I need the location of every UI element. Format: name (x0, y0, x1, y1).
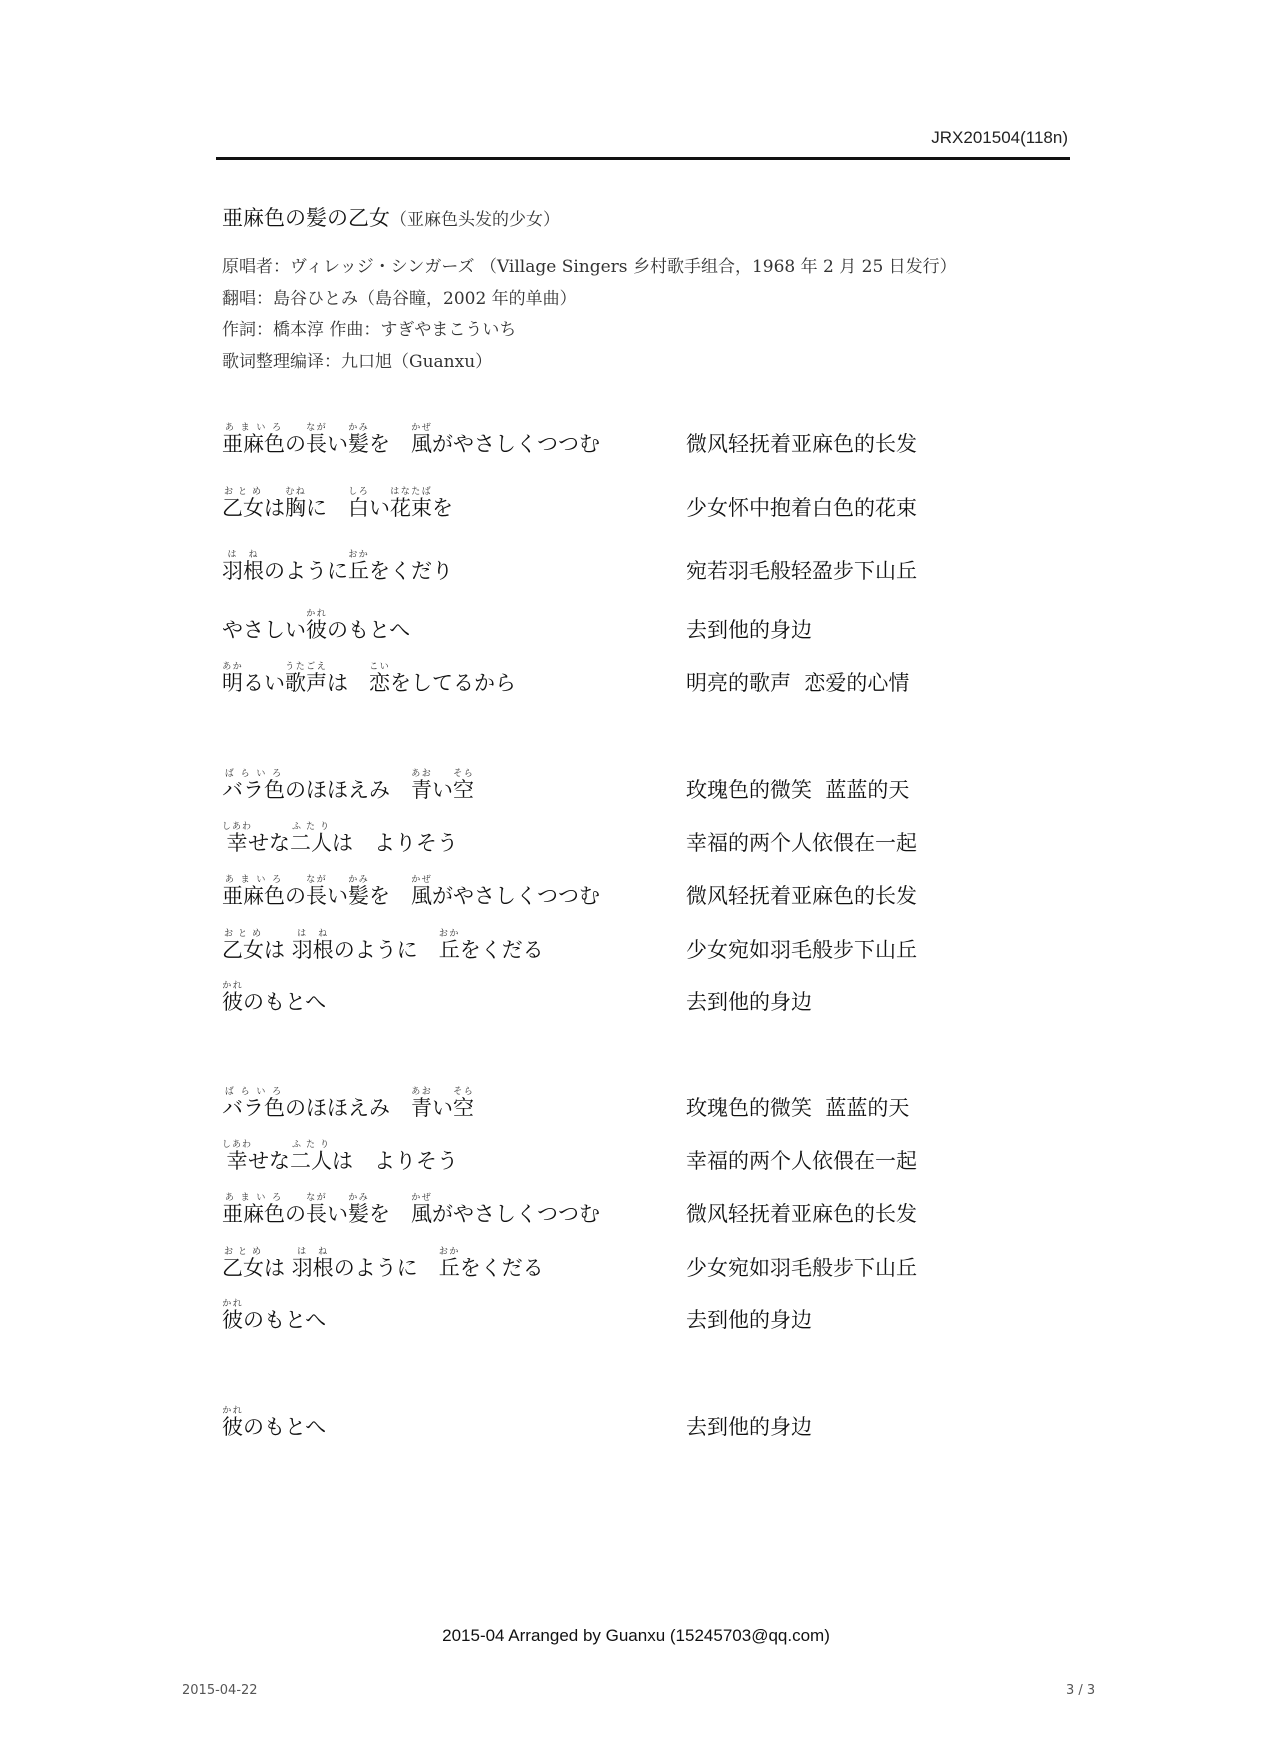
kanji-with-furigana (411, 1193, 432, 1226)
furigana: ばらいろ (222, 769, 285, 779)
kanji: 羽根 (222, 559, 264, 583)
furigana: しあわ (222, 822, 253, 832)
kana: を (432, 496, 453, 520)
lyric-japanese (222, 662, 516, 697)
furigana: おか (348, 550, 369, 560)
kanji: 亜麻色 (222, 1202, 285, 1226)
furigana: こい (369, 662, 390, 672)
furigana: はね (291, 929, 334, 939)
kanji: 白 (348, 496, 369, 520)
lyric-line (222, 764, 1022, 804)
kanji: 羽根 (291, 938, 334, 962)
kana: のように (264, 559, 348, 583)
kanji: 丘 (438, 938, 460, 962)
lyric-japanese (222, 487, 453, 522)
furigana: かれ (222, 981, 243, 991)
lyric-chinese: 去到他的身边 (686, 990, 812, 1014)
furigana: ふたり (290, 1140, 332, 1150)
kanji-with-furigana (411, 875, 432, 908)
kanji: 彼 (222, 1308, 243, 1332)
kanji-with-furigana (222, 1193, 285, 1226)
kana: は (264, 938, 292, 962)
lyric-chinese: 去到他的身边 (686, 1308, 812, 1332)
kana: のもとへ (243, 990, 327, 1014)
furigana: はなたば (390, 487, 432, 497)
kana: をくだる (459, 1256, 544, 1280)
lyric-chinese: 去到他的身边 (686, 618, 812, 642)
kanji-with-furigana (285, 662, 327, 695)
kana: のように (333, 938, 439, 962)
furigana: かみ (348, 875, 369, 885)
kanji-with-furigana (291, 929, 334, 962)
lyric-chinese: 少女宛如羽毛般步下山丘 (686, 938, 917, 962)
kanji: 胸 (285, 496, 306, 520)
furigana: ふたり (290, 822, 332, 832)
lyric-line (222, 1294, 1022, 1334)
kanji: 歌声 (285, 671, 327, 695)
kana: い (327, 884, 348, 908)
kanji: 彼 (222, 990, 243, 1014)
kanji-with-furigana (222, 1299, 243, 1332)
furigana: そら (453, 1087, 474, 1097)
kanji: 花束 (390, 496, 432, 520)
kana: のように (333, 1256, 439, 1280)
lyric-chinese: 去到他的身边 (686, 1415, 812, 1439)
kanji: 空 (453, 1096, 474, 1120)
kana: い (369, 496, 390, 520)
kanji: 髪 (348, 884, 369, 908)
furigana: おか (438, 1247, 460, 1257)
lyric-line (222, 1082, 1022, 1122)
kanji: 丘 (438, 1256, 460, 1280)
kanji-with-furigana (222, 1087, 285, 1120)
lyric-japanese (222, 1087, 474, 1122)
furigana: しあわ (222, 1140, 253, 1150)
kanji: 羽根 (291, 1256, 334, 1280)
kanji-with-furigana (285, 487, 306, 520)
lyric-japanese (222, 875, 600, 910)
kanji: 幸 (222, 1149, 252, 1173)
furigana: しろ (348, 487, 369, 497)
kanji-with-furigana (348, 487, 369, 520)
kana: は (264, 496, 285, 520)
kanji: 髪 (348, 1202, 369, 1226)
kanji-with-furigana (348, 423, 369, 456)
lyric-japanese (222, 822, 458, 857)
kana: がやさしくつつむ (432, 884, 600, 908)
kanji-with-furigana (411, 769, 432, 802)
kanji: 丘 (348, 559, 369, 583)
kanji-with-furigana (222, 875, 285, 908)
kanji-with-furigana (306, 609, 327, 642)
kana: のもとへ (327, 618, 411, 642)
kana: がやさしくつつむ (432, 1202, 600, 1226)
furigana: おとめ (222, 487, 264, 497)
kanji-with-furigana (348, 875, 369, 908)
furigana: あか (222, 662, 243, 672)
lyric-japanese (222, 929, 544, 964)
furigana: かみ (348, 1193, 369, 1203)
furigana: おとめ (222, 929, 264, 939)
kanji: 亜麻色 (222, 432, 285, 456)
kanji: 青 (411, 1096, 432, 1120)
kana: は よりそう (332, 831, 458, 855)
kana: を (369, 1202, 411, 1226)
lyric-japanese (222, 609, 410, 644)
title-japanese: 亜麻色の髪の乙女 (222, 206, 390, 230)
header-rule (216, 157, 1070, 160)
kanji: 髪 (348, 432, 369, 456)
furigana: かれ (222, 1299, 243, 1309)
furigana: あお (411, 769, 432, 779)
kana: は よりそう (332, 1149, 458, 1173)
kana: い (432, 778, 453, 802)
kana: い (327, 1202, 348, 1226)
kana: の (285, 884, 306, 908)
kanji: 二人 (290, 1149, 332, 1173)
lyric-japanese (222, 1299, 326, 1334)
kanji: 乙女 (222, 938, 264, 962)
lyric-chinese: 明亮的歌声 恋爱的心情 (686, 671, 910, 695)
kanji: 彼 (306, 618, 327, 642)
kanji-with-furigana (222, 487, 264, 520)
lyric-japanese (222, 1247, 544, 1282)
kanji-with-furigana (222, 550, 264, 583)
lyric-japanese (222, 769, 474, 804)
kanji: 幸 (222, 831, 252, 855)
kanji-with-furigana (438, 1247, 460, 1280)
furigana: あまいろ (222, 1193, 285, 1203)
lyric-chinese: 微风轻抚着亚麻色的长发 (686, 1202, 917, 1226)
kana: の (285, 432, 306, 456)
lyric-japanese (222, 1406, 326, 1441)
lyric-chinese: 玫瑰色的微笑 蓝蓝的天 (686, 778, 910, 802)
furigana: おとめ (222, 1247, 264, 1257)
info-credits: 作詞：橋本淳 作曲：すぎやまこういち (222, 320, 517, 340)
kanji: 空 (453, 778, 474, 802)
furigana: はね (291, 1247, 334, 1257)
lyric-line (222, 1242, 1022, 1282)
kana: をくだり (369, 559, 453, 583)
kanji-with-furigana (222, 822, 253, 855)
furigana: ばらいろ (222, 1087, 285, 1097)
kana: に (306, 496, 348, 520)
kana: は (264, 1256, 292, 1280)
lyric-japanese (222, 981, 326, 1016)
kanji: 青 (411, 778, 432, 802)
kanji-with-furigana (438, 929, 460, 962)
kanji-with-furigana (222, 1247, 264, 1280)
furigana: かれ (222, 1406, 243, 1416)
kanji-with-furigana (369, 662, 390, 695)
kana: せな (248, 1149, 290, 1173)
furigana: かれ (306, 609, 327, 619)
furigana: そら (453, 769, 474, 779)
lyric-japanese (222, 550, 453, 585)
title-chinese: （亚麻色头发的少女） (390, 210, 560, 230)
kanji: 乙女 (222, 496, 264, 520)
furigana: あまいろ (222, 423, 285, 433)
kanji-with-furigana (411, 423, 432, 456)
lyric-line (222, 545, 1022, 585)
kanji-with-furigana (290, 822, 332, 855)
kana: せな (248, 831, 290, 855)
kanji: 恋 (369, 671, 390, 695)
kanji-with-furigana (222, 981, 243, 1014)
kanji: 風 (411, 884, 432, 908)
lyric-line (222, 1401, 1022, 1441)
info-original-singer: 原唱者：ヴィレッジ・シンガーズ （Village Singers 乡村歌手组合，1968 年 2 月 25 日发行） (222, 257, 957, 277)
lyric-line (222, 1188, 1022, 1228)
lyric-chinese: 幸福的两个人依偎在一起 (686, 831, 917, 855)
kana: やさしい (222, 618, 306, 642)
lyric-chinese: 幸福的两个人依偎在一起 (686, 1149, 917, 1173)
furigana: むね (285, 487, 306, 497)
kanji-with-furigana (390, 487, 432, 520)
lyric-chinese: 少女怀中抱着白色的花束 (686, 496, 917, 520)
footer-credit: 2015-04 Arranged by Guanxu (15245703@qq.com) (442, 1626, 830, 1645)
kanji: バラ色 (222, 778, 285, 802)
lyric-chinese: 微风轻抚着亚麻色的长发 (686, 432, 917, 456)
furigana: なが (306, 423, 327, 433)
kana: るい (243, 671, 285, 695)
kana: は (327, 671, 369, 695)
kanji: 亜麻色 (222, 884, 285, 908)
kanji: バラ色 (222, 1096, 285, 1120)
lyric-line (222, 657, 1022, 697)
kana: い (432, 1096, 453, 1120)
kanji: 乙女 (222, 1256, 264, 1280)
furigana: おか (438, 929, 460, 939)
furigana: かぜ (411, 875, 432, 885)
kanji-with-furigana (306, 1193, 327, 1226)
lyric-line (222, 1135, 1022, 1175)
furigana: なが (306, 875, 327, 885)
kanji-with-furigana (222, 1406, 243, 1439)
kanji-with-furigana (453, 1087, 474, 1120)
kana: のほほえみ (285, 778, 411, 802)
lyric-japanese (222, 423, 600, 458)
kana: を (369, 432, 411, 456)
furigana: あお (411, 1087, 432, 1097)
furigana: かぜ (411, 423, 432, 433)
lyric-japanese (222, 1140, 458, 1175)
kanji: 風 (411, 432, 432, 456)
kana: を (369, 884, 411, 908)
kanji-with-furigana (453, 769, 474, 802)
kanji-with-furigana (348, 550, 369, 583)
kanji: 長 (306, 884, 327, 908)
lyric-line (222, 604, 1022, 644)
kana: をしてるから (390, 671, 516, 695)
lyric-line (222, 924, 1022, 964)
kanji: 明 (222, 671, 243, 695)
document-code: JRX201504(118n) (931, 128, 1068, 147)
kanji-with-furigana (222, 1140, 253, 1173)
lyric-line (222, 817, 1022, 857)
kana: のもとへ (243, 1308, 327, 1332)
kanji-with-furigana (222, 423, 285, 456)
lyric-line (222, 482, 1022, 522)
furigana: なが (306, 1193, 327, 1203)
kanji-with-furigana (222, 769, 285, 802)
lyric-line (222, 870, 1022, 910)
kana: い (327, 432, 348, 456)
kana: をくだる (459, 938, 544, 962)
lyric-line (222, 976, 1022, 1016)
kanji: 二人 (290, 831, 332, 855)
kanji-with-furigana (411, 1087, 432, 1120)
kanji-with-furigana (348, 1193, 369, 1226)
lyric-japanese (222, 1193, 600, 1228)
info-arranger: 歌词整理编译：九口旭（Guanxu） (222, 352, 493, 372)
kanji: 彼 (222, 1415, 243, 1439)
page-number: 3 / 3 (1066, 1683, 1096, 1698)
kana: のもとへ (243, 1415, 327, 1439)
lyric-chinese: 少女宛如羽毛般步下山丘 (686, 1256, 917, 1280)
song-title (222, 202, 560, 232)
kanji-with-furigana (290, 1140, 332, 1173)
kanji-with-furigana (222, 662, 243, 695)
kanji-with-furigana (306, 875, 327, 908)
furigana: はね (222, 550, 264, 560)
kanji: 長 (306, 432, 327, 456)
kanji-with-furigana (306, 423, 327, 456)
furigana: うたごえ (285, 662, 327, 672)
kanji: 風 (411, 1202, 432, 1226)
kanji: 長 (306, 1202, 327, 1226)
furigana: かみ (348, 423, 369, 433)
kanji-with-furigana (291, 1247, 334, 1280)
lyric-chinese: 玫瑰色的微笑 蓝蓝的天 (686, 1096, 910, 1120)
kana: のほほえみ (285, 1096, 411, 1120)
print-date: 2015-04-22 (182, 1683, 258, 1698)
furigana: あまいろ (222, 875, 285, 885)
lyric-chinese: 微风轻抚着亚麻色的长发 (686, 884, 917, 908)
kana: の (285, 1202, 306, 1226)
furigana: かぜ (411, 1193, 432, 1203)
kana: がやさしくつつむ (432, 432, 600, 456)
lyric-line (222, 418, 1022, 458)
info-cover-singer: 翻唱：島谷ひとみ（島谷瞳，2002 年的单曲） (222, 289, 577, 309)
kanji-with-furigana (222, 929, 264, 962)
lyric-chinese: 宛若羽毛般轻盈步下山丘 (686, 559, 917, 583)
